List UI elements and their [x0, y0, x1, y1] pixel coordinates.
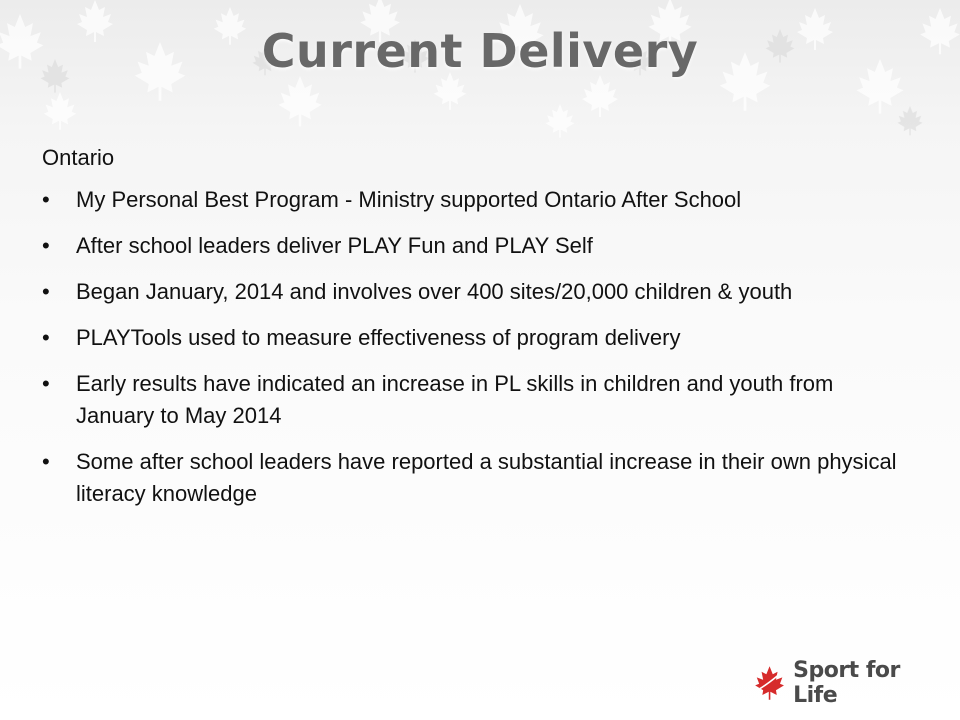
bullet-text: Began January, 2014 and involves over 400 sites/20,000 children & youth: [76, 279, 793, 304]
bullet-marker: •: [42, 187, 50, 212]
slide-body: [42, 142, 912, 524]
section-label: Ontario: [42, 145, 115, 170]
bullet-list: [42, 184, 912, 510]
slide-title: Current Delivery: [261, 24, 699, 78]
bullet-text: Some after school leaders have reported a substantial increase in their own physical literacy knowledge: [76, 449, 897, 506]
bullet-marker: •: [42, 325, 50, 350]
bullet-marker: •: [42, 233, 50, 258]
bullet-item: [42, 446, 912, 510]
sport-for-life-logo: [748, 660, 948, 706]
logo-text: Sport for Life: [793, 658, 900, 708]
bullet-text: PLAYTools used to measure effectiveness of program delivery: [76, 325, 681, 350]
bullet-item: [42, 322, 912, 354]
bullet-marker: •: [42, 371, 50, 396]
bullet-item: [42, 230, 912, 262]
bullet-item: [42, 276, 912, 308]
bullet-marker: •: [42, 449, 50, 474]
maple-leaf-icon: [748, 663, 791, 703]
bullet-item: [42, 368, 912, 432]
bullet-item: [42, 184, 912, 216]
bullet-text: After school leaders deliver PLAY Fun and PLAY Self: [76, 233, 593, 258]
bullet-text: My Personal Best Program - Ministry supported Ontario After School: [76, 187, 742, 212]
bullet-text: Early results have indicated an increase in PL skills in children and youth from January to May 2014: [76, 371, 834, 428]
bullet-marker: •: [42, 279, 50, 304]
